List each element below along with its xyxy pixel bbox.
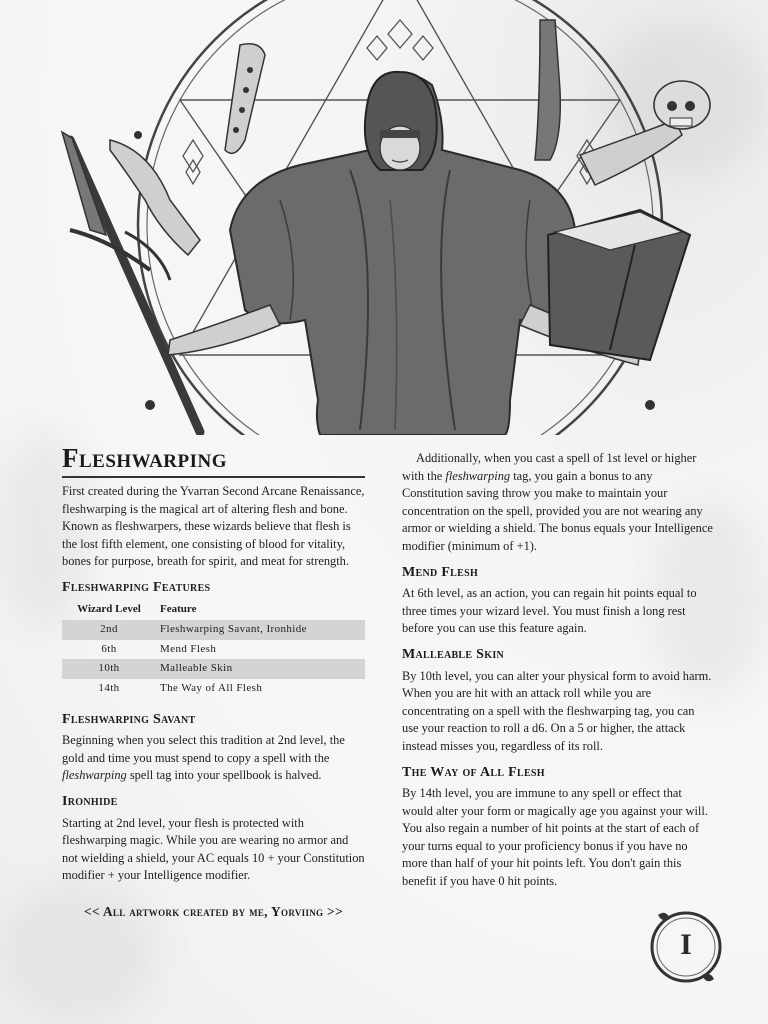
- savant-text-a: Beginning when you select this tradition at 2nd level, the gold and time you must spend to copy a spell with the: [62, 733, 345, 765]
- table-cell-level: 14th: [98, 681, 120, 694]
- table-cell-level: 6th: [101, 642, 117, 655]
- table-cell-level: 10th: [62, 659, 156, 679]
- malleable-skin-paragraph: By 10th level, you can alter your physical form to avoid harm. When you are hit with an attack roll while you are concentrating on a spell with the fleshwarping tag, you can use your reaction to roll a d6. On a 5 or higher, the attack instead misses you, regardless of its roll.: [402, 668, 712, 753]
- ironhide-heading: Ironhide: [62, 793, 118, 809]
- additionally-text-b: tag, you gain a bonus to any Constitution saving throw you make to maintain your concentration on the spell, provided you are not wearing any armor or wielding a shield. The bonus equals your Intelligence modifier (minimum of +1).: [402, 468, 713, 553]
- savant-text-b: spell tag into your spellbook is halved.: [126, 768, 322, 783]
- left-column: [62, 440, 365, 920]
- table-cell-feature: Mend Flesh: [160, 642, 217, 655]
- hooded-wizard-illustration: [50, 0, 740, 435]
- savant-paragraph: [62, 732, 365, 785]
- col-header-feature: Feature: [160, 602, 197, 615]
- page-title: Fleshwarping: [62, 443, 228, 473]
- right-column: [402, 450, 714, 891]
- mend-flesh-heading: Mend Flesh: [402, 564, 479, 580]
- table-row: [62, 679, 365, 699]
- table-row: [62, 659, 365, 679]
- table-header-row: [62, 600, 365, 621]
- title-rule: [62, 476, 365, 478]
- table-cell-level: 2nd: [62, 620, 156, 640]
- malleable-skin-heading: Malleable Skin: [402, 646, 505, 662]
- additionally-paragraph: [402, 450, 714, 556]
- page-number: I: [680, 928, 692, 961]
- spellbook: [548, 210, 690, 360]
- savant-heading: Fleshwarping Savant: [62, 711, 196, 727]
- table-cell-feature: Malleable Skin: [156, 659, 365, 679]
- features-table-heading: Fleshwarping Features: [62, 579, 211, 595]
- features-table: [62, 600, 365, 699]
- table-cell-feature: The Way of All Flesh: [160, 681, 263, 694]
- way-of-all-flesh-paragraph: By 14th level, you are immune to any spell or effect that would alter your form or magically age you against your will. You also regain a number of hit points at the start of each of your turns equal to your proficiency bonus if you have no more than half of your hit points left. You don't gain this benefit if you have 0 hit points.: [402, 786, 708, 889]
- col-header-level: Wizard Level: [77, 602, 141, 615]
- artwork-credit: << All artwork created by me, Yorviing >>: [83, 903, 344, 919]
- additionally-text-a: Additionally, when you cast a spell of 1st level or higher with the: [402, 451, 697, 483]
- mend-flesh-paragraph: At 6th level, as an action, you can regain hit points equal to three times your wizard level. You must finish a long rest before you can use this feature again.: [402, 586, 697, 636]
- ironhide-paragraph: Starting at 2nd level, your flesh is protected with fleshwarping magic. While you are wearing no armor and not wielding a shield, your AC equals 10 + your Constitution modifier + your Intelligence modifier.: [62, 815, 365, 883]
- table-row: [62, 640, 365, 660]
- table-row: [62, 620, 365, 640]
- robed-figure: [230, 72, 575, 435]
- savant-tag: fleshwarping: [62, 768, 127, 783]
- skull: [654, 81, 710, 129]
- table-cell-feature: Fleshwarping Savant, Ironhide: [156, 620, 365, 640]
- intro-paragraph: First created during the Yvarran Second Arcane Renaissance, fleshwarping is the magical art of altering flesh and bone. Known as fleshwarpers, these wizards believe that flesh is the lost fifth element, one consisting of blood for vitality, bones for purpose, breath for spirit, and meat for strength.: [62, 484, 365, 569]
- way-of-all-flesh-heading: The Way of All Flesh: [402, 764, 545, 780]
- additionally-tag: fleshwarping: [445, 468, 511, 483]
